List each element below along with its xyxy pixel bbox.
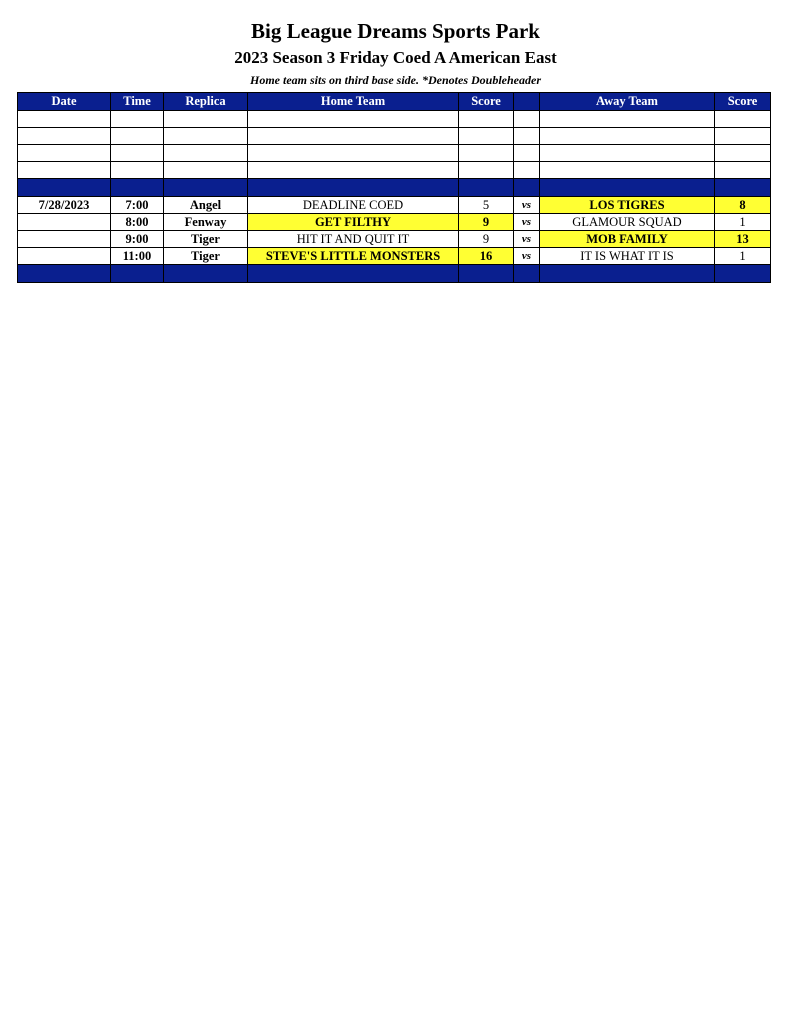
home-score: 5	[459, 197, 514, 214]
game-date	[18, 214, 111, 231]
game-time: 7:00	[111, 197, 164, 214]
table-row	[18, 231, 771, 248]
vs-label: vs	[514, 231, 540, 248]
schedule-note: Home team sits on third base side. *Denotes Doubleheader	[250, 73, 541, 87]
col-header-home-team: Home Team	[248, 93, 459, 111]
game-replica: Tiger	[164, 248, 248, 265]
table-row	[18, 214, 771, 231]
game-date	[18, 231, 111, 248]
home-score: 9	[459, 214, 514, 231]
game-replica: Angel	[164, 197, 248, 214]
home-score: 9	[459, 231, 514, 248]
away-score: 13	[715, 231, 771, 248]
season-subtitle: 2023 Season 3 Friday Coed A American East	[234, 48, 557, 67]
empty-row	[18, 162, 771, 179]
game-time: 8:00	[111, 214, 164, 231]
game-date: 7/28/2023	[18, 197, 111, 214]
game-replica: Fenway	[164, 214, 248, 231]
col-header-vs	[514, 93, 540, 111]
away-score: 1	[715, 214, 771, 231]
table-row	[18, 197, 771, 214]
vs-label: vs	[514, 197, 540, 214]
home-team: STEVE'S LITTLE MONSTERS	[248, 248, 459, 265]
home-team: HIT IT AND QUIT IT	[248, 231, 459, 248]
vs-label: vs	[514, 214, 540, 231]
away-team: IT IS WHAT IT IS	[540, 248, 715, 265]
col-header-time: Time	[111, 93, 164, 111]
col-header-replica: Replica	[164, 93, 248, 111]
table-row	[18, 248, 771, 265]
away-team: LOS TIGRES	[540, 197, 715, 214]
game-time: 11:00	[111, 248, 164, 265]
col-header-date: Date	[18, 93, 111, 111]
empty-row	[18, 128, 771, 145]
col-header-away-score: Score	[715, 93, 771, 111]
game-replica: Tiger	[164, 231, 248, 248]
col-header-away-team: Away Team	[540, 93, 715, 111]
page-title: Big League Dreams Sports Park	[251, 19, 540, 43]
separator-band	[18, 265, 771, 283]
separator-band	[18, 179, 771, 197]
away-score: 8	[715, 197, 771, 214]
away-score: 1	[715, 248, 771, 265]
game-date	[18, 248, 111, 265]
away-team: GLAMOUR SQUAD	[540, 214, 715, 231]
empty-row	[18, 145, 771, 162]
home-score: 16	[459, 248, 514, 265]
schedule-table	[17, 92, 771, 283]
empty-row	[18, 111, 771, 128]
away-team: MOB FAMILY	[540, 231, 715, 248]
home-team: DEADLINE COED	[248, 197, 459, 214]
vs-label: vs	[514, 248, 540, 265]
game-time: 9:00	[111, 231, 164, 248]
col-header-home-score: Score	[459, 93, 514, 111]
home-team: GET FILTHY	[248, 214, 459, 231]
table-header-row	[18, 93, 771, 111]
